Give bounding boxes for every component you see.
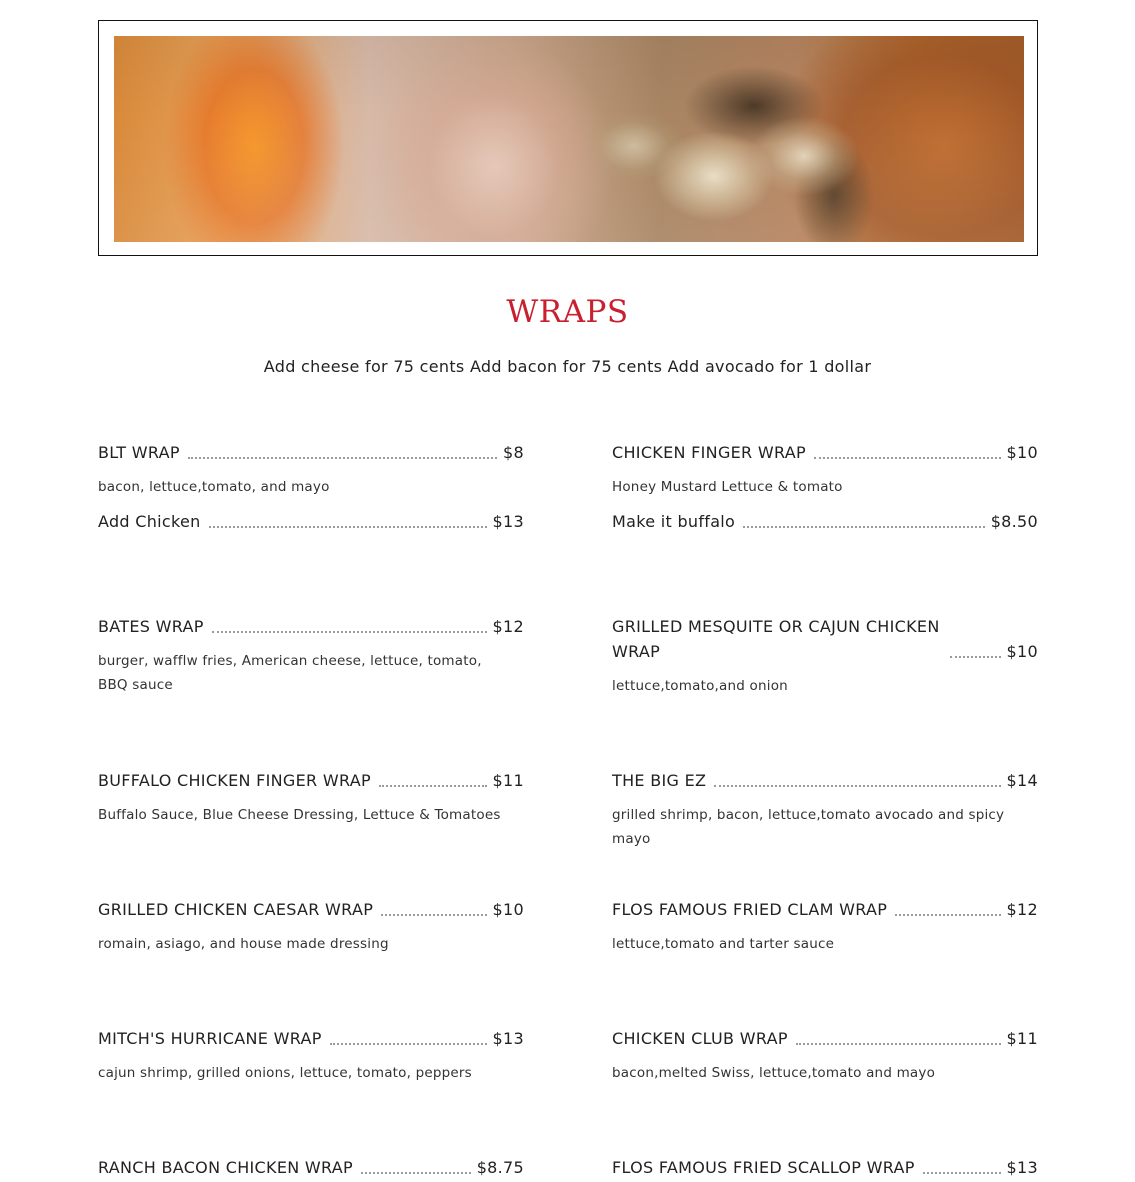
- item-price: $8: [503, 443, 524, 462]
- item-price: $10: [1006, 642, 1038, 661]
- item-line: [98, 440, 524, 465]
- item-line: [612, 440, 1038, 465]
- item-price: $11: [492, 771, 524, 790]
- menu-item-buffalo-chicken-finger-wrap: [98, 768, 524, 827]
- dot-leader: [895, 914, 1000, 916]
- item-name: RANCH BACON CHICKEN WRAP: [98, 1158, 353, 1177]
- dot-leader: [743, 526, 985, 528]
- item-description: romain, asiago, and house made dressing: [98, 936, 389, 952]
- item-description: cajun shrimp, grilled onions, lettuce, tomato, peppers: [98, 1065, 472, 1081]
- item-name: GRILLED CHICKEN CAESAR WRAP: [98, 900, 374, 919]
- item-name: MITCH'S HURRICANE WRAP: [98, 1029, 322, 1048]
- menu-item-chicken-finger-wrap: [612, 440, 1038, 534]
- item-line: [98, 768, 524, 793]
- dot-leader: [330, 1043, 487, 1045]
- item-price: $8.75: [476, 1158, 524, 1177]
- item-price: $11: [1006, 1029, 1038, 1048]
- item-line: [98, 897, 524, 922]
- dot-leader: [714, 785, 1000, 787]
- item-description: grilled shrimp, bacon, lettuce,tomato avocado and spicy mayo: [612, 807, 1005, 847]
- dot-leader: [814, 457, 1001, 459]
- item-price: $13: [492, 1029, 524, 1048]
- menu-item-fried-scallop-wrap: [612, 1155, 1038, 1180]
- item-price: $10: [492, 900, 524, 919]
- menu-item-blt-wrap: [98, 440, 524, 534]
- addon-price: $8.50: [990, 512, 1038, 531]
- dot-leader: [950, 656, 1001, 658]
- item-name: CHICKEN CLUB WRAP: [612, 1029, 788, 1048]
- item-addon-line: [98, 509, 524, 534]
- item-line: [612, 1026, 1038, 1051]
- dot-leader: [361, 1172, 471, 1174]
- item-line: [612, 1155, 1038, 1180]
- item-description: lettuce,tomato,and onion: [612, 678, 788, 694]
- item-price: $12: [1006, 900, 1038, 919]
- menu-item-ranch-bacon-chicken-wrap: [98, 1155, 524, 1180]
- item-description: lettuce,tomato and tarter sauce: [612, 936, 835, 952]
- section-note: Add cheese for 75 cents Add bacon for 75 cents Add avocado for 1 dollar: [263, 357, 872, 376]
- menu-item-fried-clam-wrap: [612, 897, 1038, 956]
- menu-item-mitchs-hurricane-wrap: [98, 1026, 524, 1085]
- item-line: [612, 897, 1038, 922]
- item-description: burger, wafflw fries, American cheese, lettuce, tomato, BBQ sauce: [98, 653, 482, 693]
- menu-item-the-big-ez: [612, 768, 1038, 851]
- item-price: $12: [492, 617, 524, 636]
- section-title: WRAPS: [506, 294, 629, 330]
- item-description: bacon, lettuce,tomato, and mayo: [98, 479, 330, 495]
- dot-leader: [212, 631, 487, 633]
- dot-leader: [209, 526, 487, 528]
- menu-item-chicken-club-wrap: [612, 1026, 1038, 1085]
- item-name: GRILLED MESQUITE OR CAJUN CHICKEN WRAP: [612, 617, 940, 661]
- addon-name: Make it buffalo: [612, 512, 736, 531]
- item-line: [98, 1155, 524, 1180]
- item-price: $10: [1006, 443, 1038, 462]
- item-name: BATES WRAP: [98, 617, 204, 636]
- item-name: FLOS FAMOUS FRIED CLAM WRAP: [612, 900, 888, 919]
- dot-leader: [379, 785, 487, 787]
- item-name: THE BIG EZ: [612, 771, 707, 790]
- item-description: Buffalo Sauce, Blue Cheese Dressing, Lettuce & Tomatoes: [98, 807, 501, 823]
- item-description: bacon,melted Swiss, lettuce,tomato and mayo: [612, 1065, 936, 1081]
- item-line: [612, 768, 1038, 793]
- addon-name: Add Chicken: [98, 512, 201, 531]
- dot-leader: [188, 457, 497, 459]
- item-line: [98, 614, 524, 639]
- item-name: FLOS FAMOUS FRIED SCALLOP WRAP: [612, 1158, 915, 1177]
- menu-item-bates-wrap: [98, 614, 524, 697]
- menu-item-grilled-chicken-caesar-wrap: [98, 897, 524, 956]
- item-price: $13: [1006, 1158, 1038, 1177]
- dot-leader: [381, 914, 486, 916]
- item-price: $14: [1006, 771, 1038, 790]
- wrap-photo: [114, 36, 1024, 242]
- addon-price: $13: [492, 512, 524, 531]
- menu-item-grilled-mesquite-wrap: [612, 614, 1038, 698]
- item-line: [612, 614, 1038, 664]
- item-description: Honey Mustard Lettuce & tomato: [612, 479, 843, 495]
- item-name: BLT WRAP: [98, 443, 180, 462]
- item-addon-line: [612, 509, 1038, 534]
- item-line: [98, 1026, 524, 1051]
- item-name: CHICKEN FINGER WRAP: [612, 443, 806, 462]
- dot-leader: [796, 1043, 1001, 1045]
- item-name: BUFFALO CHICKEN FINGER WRAP: [98, 771, 371, 790]
- dot-leader: [923, 1172, 1001, 1174]
- hero-image-frame: [98, 20, 1038, 256]
